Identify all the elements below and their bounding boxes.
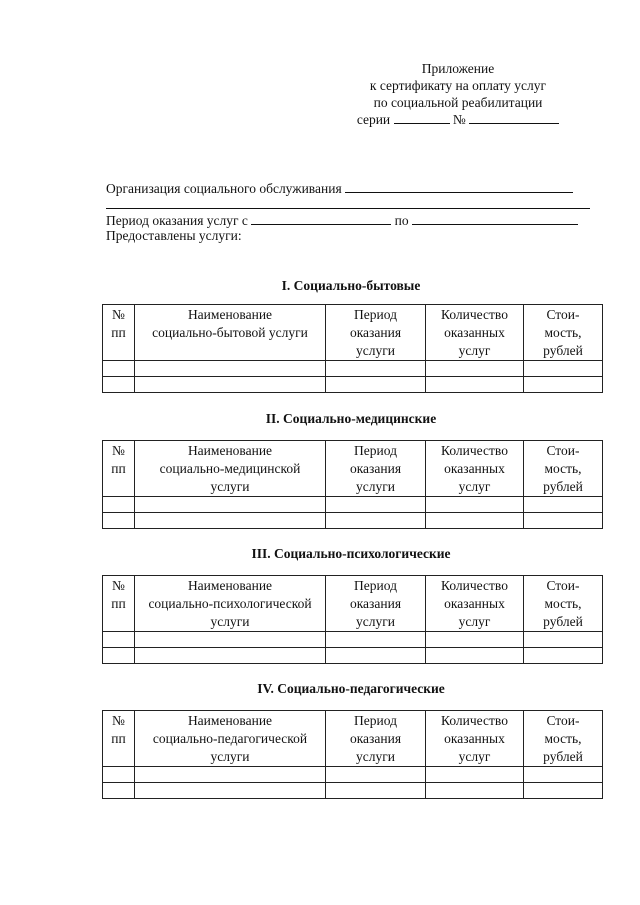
table-header-row (103, 711, 603, 767)
organization-blank-2[interactable] (106, 196, 590, 209)
col-cost-header: Стои- мость, рублей (524, 576, 603, 632)
col-period-cell[interactable] (326, 361, 426, 377)
col-cost-cell[interactable] (524, 648, 603, 664)
table-header-row (103, 305, 603, 361)
col-quantity-header: Количество оказанных услуг (426, 711, 524, 767)
table-header-row (103, 441, 603, 497)
col-number-cell[interactable] (103, 497, 135, 513)
period-to-blank[interactable] (412, 212, 578, 225)
col-period-header: Период оказания услуги (326, 305, 426, 361)
col-quantity-cell[interactable] (426, 632, 524, 648)
series-blank[interactable] (394, 111, 450, 124)
organization-blank[interactable] (345, 180, 573, 193)
services-table (102, 440, 603, 529)
col-period-header: Период оказания услуги (326, 711, 426, 767)
col-period-cell[interactable] (326, 632, 426, 648)
col-quantity-cell[interactable] (426, 361, 524, 377)
appendix-title: Приложение (421, 61, 495, 76)
table-row (103, 648, 603, 664)
col-quantity-cell[interactable] (426, 783, 524, 799)
number-blank[interactable] (469, 111, 559, 124)
services-table (102, 304, 603, 393)
col-number-cell[interactable] (103, 648, 135, 664)
col-cost-cell[interactable] (524, 783, 603, 799)
number-sign: № (452, 112, 466, 127)
col-cost-cell[interactable] (524, 767, 603, 783)
section-title: IV. Социально-педагогические (257, 681, 445, 696)
col-service-name-header: Наименование социально-педагогической услуги (135, 711, 326, 767)
table-row (103, 783, 603, 799)
col-cost-header: Стои- мость, рублей (524, 305, 603, 361)
col-cost-cell[interactable] (524, 361, 603, 377)
series-label: серии (356, 112, 391, 127)
col-quantity-cell[interactable] (426, 767, 524, 783)
col-cost-cell[interactable] (524, 513, 603, 529)
services-table (102, 575, 603, 664)
col-number-cell[interactable] (103, 377, 135, 393)
col-period-cell[interactable] (326, 648, 426, 664)
services-table (102, 710, 603, 799)
col-number-header: № пп (103, 441, 135, 497)
col-cost-cell[interactable] (524, 377, 603, 393)
col-service-name-cell[interactable] (135, 377, 326, 393)
period-from-label: Период оказания услуг с (106, 213, 248, 228)
col-quantity-cell[interactable] (426, 497, 524, 513)
col-service-name-header: Наименование социально-психологической услуги (135, 576, 326, 632)
col-number-cell[interactable] (103, 632, 135, 648)
col-number-header: № пп (103, 711, 135, 767)
provided-services-label: Предоставлены услуги: (106, 228, 242, 243)
col-period-cell[interactable] (326, 767, 426, 783)
table-header-row (103, 576, 603, 632)
col-service-name-cell[interactable] (135, 513, 326, 529)
organization-label: Организация социального обслуживания (106, 181, 342, 196)
col-service-name-header: Наименование социально-бытовой услуги (135, 305, 326, 361)
period-from-blank[interactable] (251, 212, 391, 225)
section-title: III. Социально-психологические (251, 546, 451, 561)
table-row (103, 361, 603, 377)
col-cost-header: Стои- мость, рублей (524, 711, 603, 767)
period-line (106, 212, 578, 229)
col-period-cell[interactable] (326, 377, 426, 393)
col-quantity-header: Количество оказанных услуг (426, 576, 524, 632)
section-title: II. Социально-медицинские (265, 411, 437, 426)
col-quantity-header: Количество оказанных услуг (426, 441, 524, 497)
table-row (103, 377, 603, 393)
col-cost-cell[interactable] (524, 497, 603, 513)
table-row (103, 497, 603, 513)
col-cost-header: Стои- мость, рублей (524, 441, 603, 497)
period-to-label: по (394, 213, 409, 228)
col-number-cell[interactable] (103, 513, 135, 529)
col-cost-cell[interactable] (524, 632, 603, 648)
series-number-line (352, 111, 564, 128)
table-row (103, 513, 603, 529)
col-quantity-header: Количество оказанных услуг (426, 305, 524, 361)
table-row (103, 632, 603, 648)
col-quantity-cell[interactable] (426, 513, 524, 529)
col-service-name-cell[interactable] (135, 632, 326, 648)
col-service-name-header: Наименование социально-медицинской услуги (135, 441, 326, 497)
col-quantity-cell[interactable] (426, 648, 524, 664)
col-service-name-cell[interactable] (135, 648, 326, 664)
col-number-header: № пп (103, 305, 135, 361)
col-service-name-cell[interactable] (135, 783, 326, 799)
organization-line-2 (106, 196, 590, 213)
appendix-subtitle-line-1: к сертификату на оплату услуг (369, 78, 547, 93)
col-quantity-cell[interactable] (426, 377, 524, 393)
col-number-cell[interactable] (103, 767, 135, 783)
col-number-cell[interactable] (103, 783, 135, 799)
col-period-cell[interactable] (326, 513, 426, 529)
table-row (103, 767, 603, 783)
appendix-subtitle-line-2: по социальной реабилитации (373, 95, 543, 110)
col-number-header: № пп (103, 576, 135, 632)
col-service-name-cell[interactable] (135, 361, 326, 377)
col-period-cell[interactable] (326, 497, 426, 513)
col-number-cell[interactable] (103, 361, 135, 377)
col-period-header: Период оказания услуги (326, 576, 426, 632)
section-title: I. Социально-бытовые (281, 278, 421, 293)
col-service-name-cell[interactable] (135, 497, 326, 513)
col-period-cell[interactable] (326, 783, 426, 799)
organization-line (106, 180, 573, 197)
appendix-header (352, 60, 564, 128)
col-service-name-cell[interactable] (135, 767, 326, 783)
col-period-header: Период оказания услуги (326, 441, 426, 497)
